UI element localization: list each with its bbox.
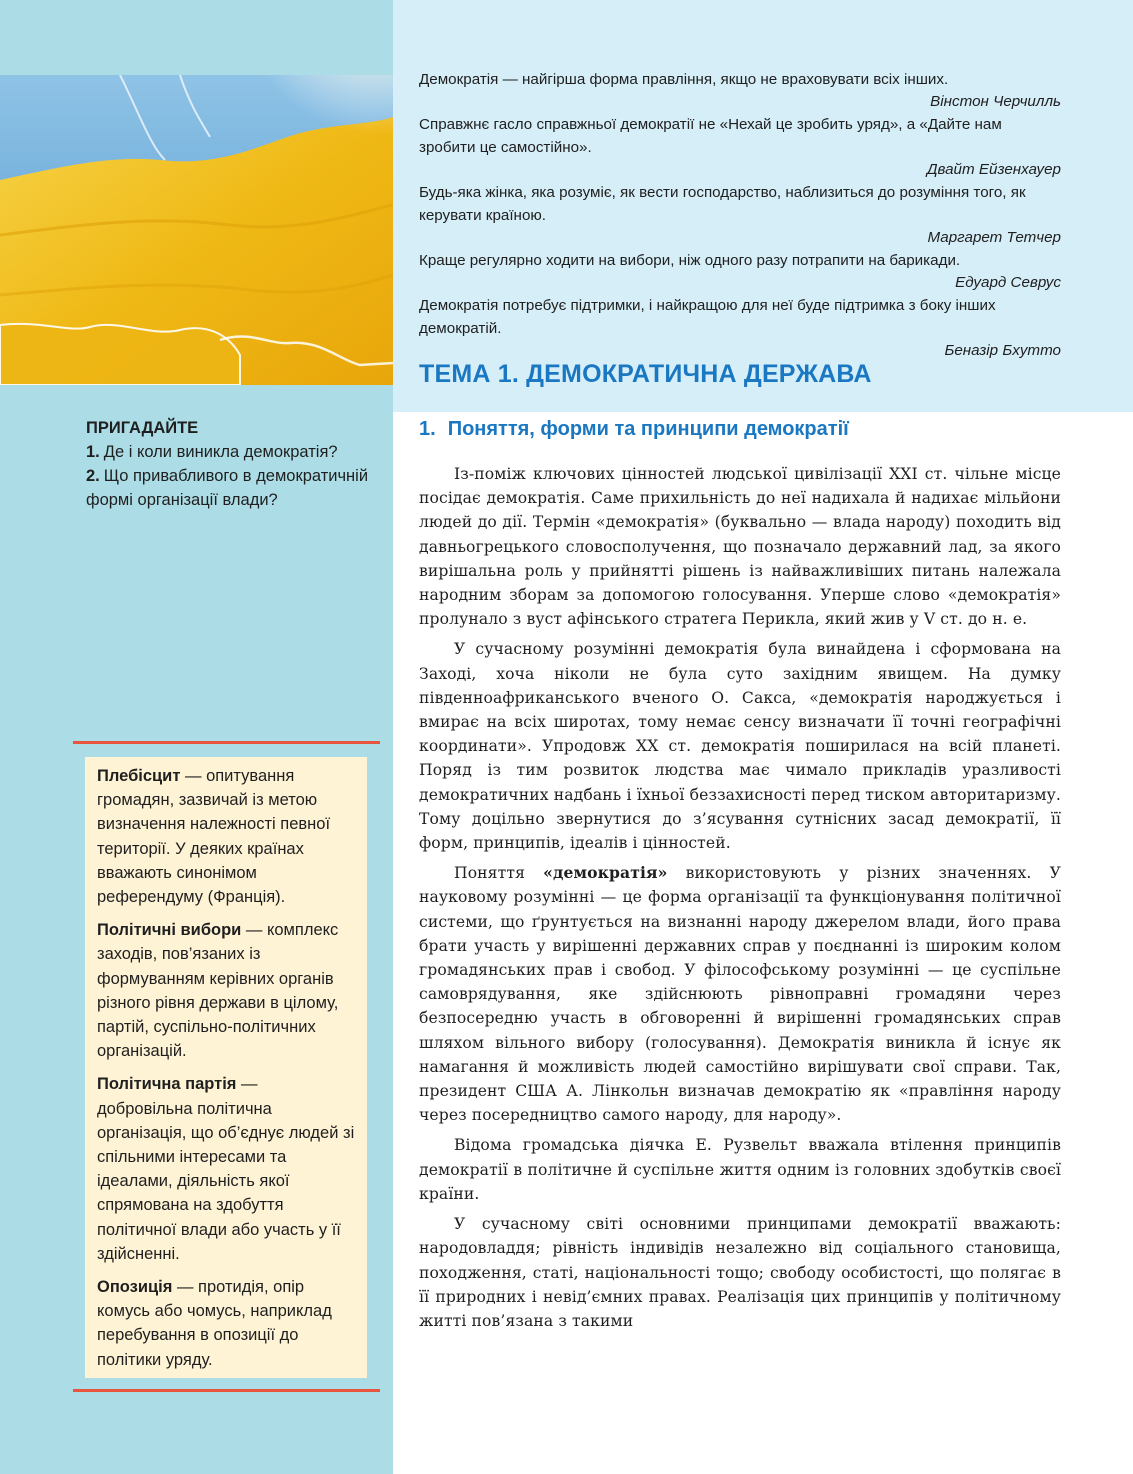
glossary-term: Плебісцит — [97, 767, 181, 785]
body-paragraph: У сучасному світі основними принципами демократії вважають: народовладдя; рівність індивідів незалежно від соціального становища, походження, статі, національності тощо; свободу особистості, що полягає в її природних і невід’ємних правах. Реалізація цих принципів у політичному житті пов’язана з такими — [419, 1215, 1061, 1330]
body-text: використовують у різних значеннях. У науковому розумінні — це форма організації та функціонування політичної системи, що ґрунтується на визнанні народу джерелом влади, його права брати участь у вирішенні державних справ у поєднанні із широким колом громадянських прав і свобод. У філософському розумінні — це суспільне самоврядування, яке здійснюють рівноправні громадяни через безпосередню участь в обговоренні й вирішенні громадянських справ шляхом вільного вибору (голосування). Демократія виникла й існує як намагання й можливість людей самостійно вирішувати свої справи. Так, президент США А. Лінкольн визначав демократію як «правління народу через посередництво самого народу, для народу». — [419, 864, 1061, 1125]
glossary-top-rule — [73, 741, 380, 744]
quote-author: Двайт Ейзенхауер — [926, 161, 1061, 178]
recall-heading: ПРИГАДАЙТЕ — [86, 419, 199, 437]
recall-question-text: Що привабливого в демократичній формі організації влади? — [86, 467, 369, 509]
section-number: 1. — [419, 418, 436, 440]
recall-question — [86, 464, 376, 512]
section-title — [419, 418, 849, 441]
body-paragraph: Із-поміж ключових цінностей людської цивілізації XXI ст. чільне місце посідає демократія. Саме прихильність до неї надихала й надихає мільйони людей до дії. Термін «демократія» (буквально — влада народу) походить від давньогрецького словосполучення, що позначало державний лад, за якого вирішальна роль у прийнятті рішень із найважливіших питань належала народним зборам за допомогою голосування. Уперше слово «демократія» пролунало з вуст афінського стратега Перикла, який жив у V ст. до н. е. — [419, 465, 1061, 629]
quote-item — [419, 68, 1061, 113]
quote-item — [419, 113, 1061, 181]
theme-title: ТЕМА 1. ДЕМОКРАТИЧНА ДЕРЖАВА — [419, 360, 872, 388]
recall-question — [86, 440, 376, 464]
body-paragraph: Відома громадська діячка Е. Рузвельт вважала втілення принципів демократії в політичне й суспільне життя одним із головних здобутків своєї країни. — [419, 1136, 1061, 1203]
recall-question-number: 1. — [86, 443, 100, 461]
quote-text: Демократія — найгірша форма правління, якщо не враховувати всіх інших. — [419, 71, 949, 88]
key-term: «демократія» — [543, 863, 668, 883]
quote-item — [419, 181, 1061, 249]
main-text — [419, 462, 1061, 1339]
section-title-text: Поняття, форми та принципи демократії — [447, 418, 849, 440]
quote-text: Будь-яка жінка, яка розуміє, як вести господарство, наблизиться до розуміння того, як керувати країною. — [419, 184, 1026, 224]
quote-item — [419, 249, 1061, 294]
glossary-term: Опозиція — [97, 1278, 173, 1297]
recall-box — [86, 416, 376, 512]
glossary-term: Політичні вибори — [97, 921, 242, 940]
glossary-term: Політична партія — [97, 1075, 237, 1094]
quote-text: Краще регулярно ходити на вибори, ніж одного разу потрапити на барикади. — [419, 252, 961, 269]
glossary-entry — [97, 918, 357, 1063]
glossary-definition: — добровільна політична організація, що об’єднує людей зі спільними інтересами та ідеалами, діяльність якої спрямована на здобуття політичної влади або участь у її здійсненні. — [97, 1075, 355, 1263]
quote-item — [419, 294, 1061, 362]
glossary-box — [85, 757, 367, 1378]
glossary-definition: — протидія, опір комусь або чомусь, наприклад перебування в опозиції до політики уряду. — [97, 1278, 332, 1369]
quote-text: Демократія потребує підтримки, і найкращою для неї буде підтримка з боку інших демократій. — [419, 297, 996, 337]
glossary-bottom-rule — [73, 1389, 380, 1392]
body-paragraph: У сучасному розумінні демократія була винайдена і сформована на Заході, хоча ніколи не була суто західним явищем. На думку південноафриканського вченого О. Сакса, «демократія народжується і вмирає на всіх широтах, тому немає сенсу визначати її точні географічні координати». Упродовж XX ст. демократія поширилася на всій планеті. Поряд із тим розвиток людства має чимало прикладів уразливості демократичних надбань і їхньої беззахисності перед тиском авторитаризму. Тому доцільно звернутися до з’ясування сутнісних засад демократії, її форм, принципів, ідеалів і цінностей. — [419, 640, 1061, 853]
body-text: Поняття — [454, 864, 544, 883]
ukraine-flag-illustration — [0, 75, 393, 385]
recall-question-number: 2. — [86, 467, 100, 485]
quote-author: Вінстон Черчилль — [930, 93, 1061, 110]
quote-author: Едуард Севрус — [955, 274, 1061, 291]
quote-author: Беназір Бхутто — [944, 342, 1061, 359]
glossary-entry — [97, 1072, 357, 1266]
glossary-definition: — опитування громадян, зазвичай із метою визначення належності певної території. У деяких країнах вважають синонімом референдуму (Франція). — [97, 767, 331, 907]
quote-author: Маргарет Тетчер — [927, 229, 1061, 246]
epigraph-quotes — [419, 68, 1061, 362]
glossary-entry — [97, 764, 357, 909]
body-paragraph — [419, 861, 1061, 1127]
glossary-definition: — комплекс заходів, пов’язаних із формуванням керівних органів різного рівня держави в цілому, партій, суспільно-політичних організацій. — [97, 921, 339, 1061]
recall-question-text: Де і коли виникла демократія? — [103, 443, 338, 461]
quote-text: Справжнє гасло справжньої демократії не «Нехай це зробить уряд», а «Дайте нам зробити це самостійно». — [419, 116, 1002, 156]
glossary-entry — [97, 1275, 357, 1372]
